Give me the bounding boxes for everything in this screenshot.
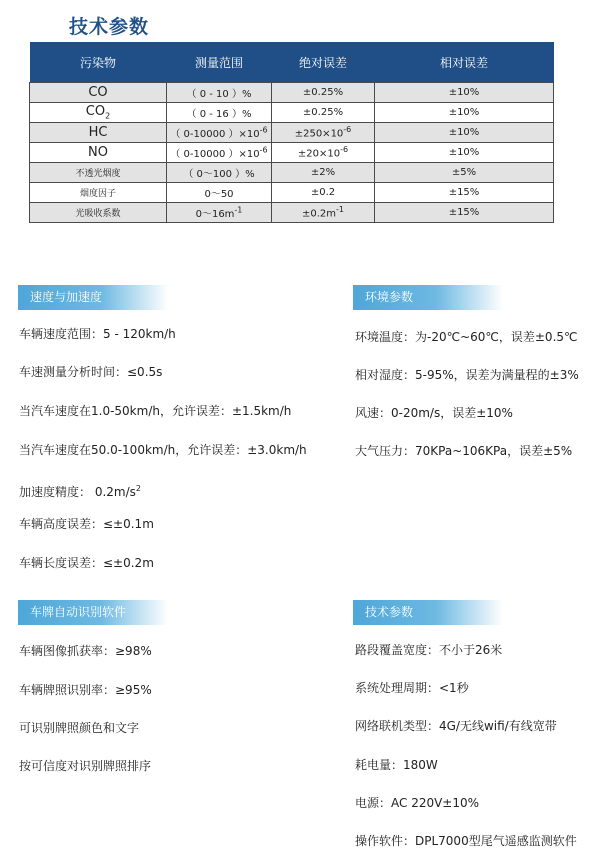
cell-range: （ 0～100 ）% xyxy=(167,163,272,183)
header-rel-error: 相对误差 xyxy=(375,42,554,83)
tech-item: 电源：AC 220V±10% xyxy=(355,796,480,810)
cell-range xyxy=(167,123,272,143)
tech-item: 系统处理周期：<1秒 xyxy=(355,681,469,695)
accel-label: 加速度精度： 0.2m/s xyxy=(19,485,136,499)
env-item: 风速：0-20m/s，误差±10% xyxy=(355,406,513,420)
cell-rel-error: ±15% xyxy=(375,183,554,203)
table-row xyxy=(30,163,554,183)
cell-rel-error: ±10% xyxy=(375,143,554,163)
cell-rel-error: ±10% xyxy=(375,103,554,123)
tech-item: 路段覆盖宽度：不小于26米 xyxy=(355,643,503,657)
cell-abs-error xyxy=(272,203,375,223)
abs-exponent: -1 xyxy=(336,205,344,215)
env-item: 环境温度：为-20℃~60℃，误差±0.5℃ xyxy=(355,330,578,344)
cell-abs-error xyxy=(272,143,375,163)
table-row xyxy=(30,203,554,223)
cell-pollutant xyxy=(30,103,167,123)
abs-main: ±20×10 xyxy=(297,148,341,160)
speed-item: 当汽车速度在1.0-50km/h，允许误差：±1.5km/h xyxy=(19,404,292,418)
env-item: 大气压力：70KPa~106KPa，误差±5% xyxy=(355,444,573,458)
cell-pollutant: 光吸收系数 xyxy=(30,203,167,223)
cell-rel-error: ±5% xyxy=(375,163,554,183)
speed-item: 当汽车速度在50.0-100km/h，允许误差：±3.0km/h xyxy=(19,443,307,457)
cell-pollutant: NO xyxy=(30,143,167,163)
table-row xyxy=(30,103,554,123)
abs-exponent: -6 xyxy=(340,145,349,155)
section-header-speed: 速度与加速度 xyxy=(18,285,168,310)
tech-item: 网络联机类型：4G/无线wifi/有线宽带 xyxy=(355,719,557,733)
cell-pollutant: HC xyxy=(30,123,167,143)
speed-item-accel xyxy=(19,481,141,500)
cell-rel-error: ±15% xyxy=(375,203,554,223)
cell-rel-error: ±10% xyxy=(375,123,554,143)
section-header-tech-params: 技术参数 xyxy=(353,600,503,625)
table-row xyxy=(30,83,554,103)
abs-main: ±250×10 xyxy=(294,128,344,140)
plate-item: 可识别牌照颜色和文字 xyxy=(19,721,140,735)
range-exponent: -6 xyxy=(259,125,268,135)
range-main: （ 0-10000 ）×10 xyxy=(170,129,260,140)
section-header-environment: 环境参数 xyxy=(353,285,503,310)
header-range: 测量范围 xyxy=(167,42,272,83)
range-main: 0～16m xyxy=(195,209,235,220)
table-row xyxy=(30,183,554,203)
formula-subscript: 2 xyxy=(105,111,111,121)
cell-abs-error: ±0.25% xyxy=(272,83,375,103)
header-abs-error: 绝对误差 xyxy=(272,42,375,83)
speed-item: 车辆速度范围：5 - 120km/h xyxy=(19,327,176,341)
formula-main: CO xyxy=(85,104,106,120)
cell-range: （ 0 - 10 ）% xyxy=(167,83,272,103)
table-header-row xyxy=(30,42,554,83)
plate-item: 车辆图像抓获率：≥98% xyxy=(19,644,152,658)
plate-item: 车辆牌照识别率：≥95% xyxy=(19,683,152,697)
cell-range xyxy=(167,203,272,223)
accel-exponent: 2 xyxy=(135,484,141,493)
speed-item: 车辆高度误差：≤±0.1m xyxy=(19,517,154,531)
cell-abs-error: ±2% xyxy=(272,163,375,183)
table-row xyxy=(30,143,554,163)
cell-pollutant: 烟度因子 xyxy=(30,183,167,203)
cell-abs-error: ±0.25% xyxy=(272,103,375,123)
cell-range: 0～50 xyxy=(167,183,272,203)
cell-range: （ 0 - 16 ）% xyxy=(167,103,272,123)
speed-item: 车辆长度误差：≤±0.2m xyxy=(19,556,154,570)
header-pollutant: 污染物 xyxy=(30,42,167,83)
tech-item: 耗电量：180W xyxy=(355,758,438,772)
range-main: （ 0-10000 ）×10 xyxy=(170,149,260,160)
abs-main: ±0.2m xyxy=(301,208,337,220)
cell-pollutant: 不透光烟度 xyxy=(30,163,167,183)
cell-pollutant: CO xyxy=(30,83,167,103)
speed-item: 车速测量分析时间：≤0.5s xyxy=(19,365,163,379)
range-exponent: -6 xyxy=(259,145,268,155)
cell-abs-error: ±0.2 xyxy=(272,183,375,203)
plate-item: 按可信度对识别牌照排序 xyxy=(19,759,152,773)
page-title: 技术参数 xyxy=(69,16,150,38)
abs-exponent: -6 xyxy=(343,125,352,135)
cell-rel-error: ±10% xyxy=(375,83,554,103)
cell-range xyxy=(167,143,272,163)
spec-table xyxy=(29,42,554,223)
range-exponent: -1 xyxy=(234,205,243,215)
cell-abs-error xyxy=(272,123,375,143)
tech-item: 操作软件：DPL7000型尾气遥感监测软件 xyxy=(355,834,577,848)
env-item: 相对湿度：5-95%，误差为满量程的±3% xyxy=(355,368,579,382)
section-header-plate-recognition: 车牌自动识别软件 xyxy=(18,600,168,625)
table-row xyxy=(30,123,554,143)
